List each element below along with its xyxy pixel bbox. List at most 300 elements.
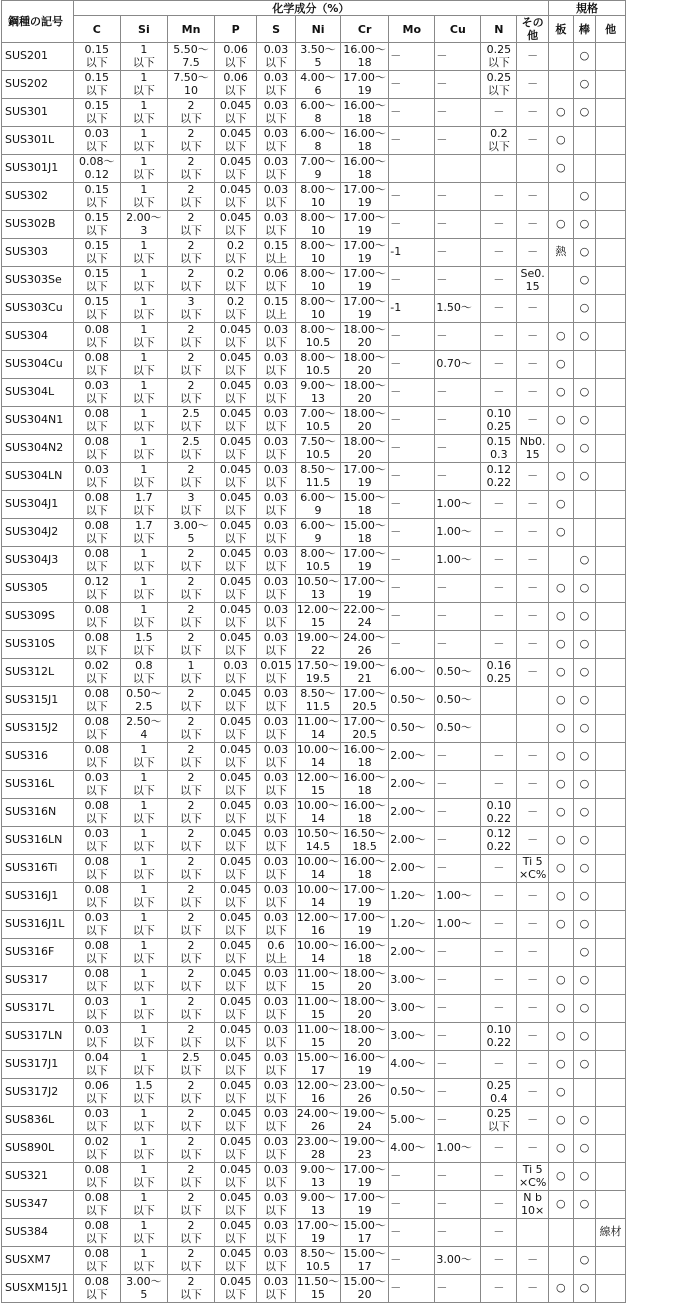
- composition-cell: 3.00～ 5: [167, 519, 214, 547]
- composition-cell: －: [517, 1135, 549, 1163]
- composition-cell: －: [435, 463, 481, 491]
- composition-cell: 0.08 以下: [73, 743, 120, 771]
- composition-cell: 8.00～ 10.5: [296, 323, 341, 351]
- composition-cell: 1 以下: [120, 1191, 167, 1219]
- composition-cell: 0.03 以下: [73, 771, 120, 799]
- composition-cell: 16.00～ 18: [341, 799, 389, 827]
- standard-cell: [596, 491, 626, 519]
- table-row: [2, 267, 626, 295]
- composition-cell: 17.50～ 19.5: [296, 659, 340, 685]
- grade-name-cell: SUS347: [2, 1191, 74, 1219]
- standard-cell: ○: [573, 407, 596, 435]
- composition-header: 化学成分（%）: [73, 1, 548, 16]
- composition-cell: 18.00～ 20: [341, 967, 389, 995]
- composition-cell: 0.03 以下: [257, 575, 296, 603]
- composition-cell: 7.00～ 10.5: [296, 407, 341, 435]
- composition-cell: －: [389, 379, 435, 407]
- standard-cell: ○: [573, 547, 596, 575]
- composition-cell: 0.03 以下: [257, 827, 296, 855]
- standard-cell: [596, 1275, 626, 1303]
- composition-cell: －: [435, 631, 481, 659]
- grade-name-cell: SUS310S: [2, 631, 74, 659]
- composition-cell: [517, 687, 549, 715]
- composition-cell: 1 以下: [120, 239, 167, 267]
- standard-cell: [596, 827, 626, 855]
- composition-cell: 4.00～: [389, 1051, 435, 1079]
- composition-cell: 0.15 以下: [73, 99, 120, 127]
- standard-cell: ○: [549, 379, 574, 407]
- standard-cell: ○: [549, 659, 574, 687]
- composition-cell: 15.00～ 17: [341, 1247, 389, 1275]
- composition-cell: 2 以下: [167, 855, 214, 883]
- standard-cell: [596, 1051, 626, 1079]
- composition-cell: －: [435, 995, 481, 1023]
- composition-cell: 0.08 以下: [73, 323, 120, 351]
- composition-cell: －: [435, 1107, 481, 1135]
- composition-cell: 1.7 以下: [120, 491, 167, 519]
- composition-cell: －: [517, 351, 549, 379]
- composition-cell: 0.08 以下: [73, 1191, 120, 1219]
- composition-cell: －: [481, 1191, 517, 1219]
- standard-cell: ○: [573, 323, 596, 351]
- composition-cell: 0.03 以下: [257, 1079, 296, 1107]
- standard-cell: [596, 715, 626, 743]
- composition-cell: －: [481, 883, 517, 911]
- composition-cell: 17.00～ 20.5: [341, 715, 389, 743]
- standard-cell: ○: [573, 239, 596, 267]
- composition-cell: 0.03 以下: [73, 911, 120, 939]
- composition-cell: 0.50～: [435, 715, 481, 743]
- element-header-ni: Ni: [296, 16, 341, 43]
- composition-cell: [517, 155, 549, 183]
- standard-header-plate: 板: [549, 16, 574, 43]
- composition-cell: 0.045 以下: [215, 547, 257, 575]
- grade-name-cell: SUS316J1L: [2, 911, 74, 939]
- standard-cell: 線材: [596, 1219, 626, 1247]
- composition-cell: －: [389, 547, 435, 575]
- composition-cell: 1.20～: [389, 883, 435, 911]
- composition-cell: 0.08 以下: [73, 1163, 120, 1191]
- composition-cell: 18.00～ 20: [341, 323, 389, 351]
- composition-cell: 11.00～ 15: [296, 1023, 340, 1049]
- standard-cell: ○: [573, 43, 596, 71]
- composition-cell: －: [435, 743, 481, 771]
- composition-cell: 2.50～ 4: [120, 715, 167, 743]
- composition-cell: 0.03 以下: [257, 995, 296, 1023]
- composition-cell: 0.10 0.25: [481, 407, 517, 435]
- composition-cell: －: [435, 1191, 481, 1219]
- composition-cell: 0.03 以下: [257, 491, 296, 519]
- composition-cell: －: [517, 995, 549, 1023]
- composition-cell: －: [517, 183, 549, 211]
- composition-cell: －: [389, 603, 435, 631]
- composition-cell: 0.15 0.3: [481, 435, 517, 463]
- composition-cell: －: [435, 127, 481, 155]
- grade-name-cell: SUS317: [2, 967, 74, 995]
- composition-cell: －: [435, 267, 481, 295]
- composition-cell: 1.50～: [435, 295, 481, 323]
- composition-cell: －: [481, 1163, 517, 1191]
- composition-cell: 17.00～ 19: [341, 183, 389, 211]
- composition-cell: 9.00～ 13: [296, 1191, 341, 1219]
- grade-name-cell: SUS317LN: [2, 1023, 74, 1051]
- composition-cell: 0.03 以下: [257, 1247, 296, 1275]
- composition-cell: 0.12 0.22: [481, 463, 517, 491]
- table-row: [2, 1191, 626, 1219]
- standard-cell: [596, 1247, 626, 1275]
- composition-cell: Nb0. 15: [517, 435, 549, 463]
- composition-cell: －: [481, 295, 517, 323]
- composition-cell: 1 以下: [120, 1135, 167, 1163]
- composition-cell: 19.00～ 24: [341, 1107, 389, 1135]
- composition-cell: 2 以下: [167, 1275, 214, 1303]
- composition-cell: 3 以下: [167, 491, 214, 519]
- composition-cell: 0.2 以下: [215, 267, 257, 295]
- table-row: [2, 351, 626, 379]
- standard-cell: ○: [549, 99, 574, 127]
- composition-cell: 0.12 以下: [73, 575, 120, 603]
- composition-cell: 0.15 以下: [73, 43, 120, 71]
- composition-cell: －: [435, 1051, 481, 1079]
- composition-cell: 1 以下: [120, 1163, 167, 1191]
- standard-cell: ○: [549, 1023, 574, 1051]
- composition-cell: 2 以下: [167, 743, 214, 771]
- composition-cell: 2 以下: [167, 967, 214, 995]
- standard-cell: ○: [549, 1107, 574, 1135]
- composition-cell: 0.045 以下: [215, 1079, 257, 1107]
- composition-cell: 0.045 以下: [215, 799, 257, 827]
- grade-name-cell: SUS317J2: [2, 1079, 74, 1107]
- composition-cell: 0.25 以下: [481, 1107, 517, 1135]
- composition-cell: 0.045 以下: [215, 1191, 257, 1219]
- composition-cell: 17.00～ 19: [341, 267, 389, 295]
- grade-name-cell: SUS302B: [2, 211, 74, 239]
- standard-cell: ○: [549, 155, 574, 183]
- composition-cell: 2 以下: [167, 883, 214, 911]
- composition-cell: －: [435, 71, 481, 99]
- composition-cell: 0.045 以下: [215, 911, 257, 939]
- standard-cell: [596, 995, 626, 1023]
- composition-cell: 0.08 以下: [73, 631, 120, 659]
- table-row: [2, 1107, 626, 1135]
- composition-cell: －: [389, 43, 435, 71]
- standard-cell: [596, 631, 626, 659]
- composition-cell: 0.03 以下: [257, 603, 296, 631]
- composition-cell: 16.00～ 18: [341, 127, 389, 155]
- standard-cell: [596, 183, 626, 211]
- standard-cell: ○: [573, 855, 596, 883]
- standard-header-bar: 棒: [573, 16, 596, 43]
- composition-cell: 0.08 以下: [73, 687, 120, 715]
- composition-cell: 0.08 以下: [73, 603, 120, 631]
- composition-cell: 1.5 以下: [120, 1079, 167, 1107]
- composition-cell: 1 以下: [120, 1051, 167, 1079]
- composition-cell: 4.00～ 6: [296, 71, 341, 99]
- composition-cell: 0.08 以下: [73, 883, 120, 911]
- composition-cell: 0.045 以下: [215, 1163, 257, 1191]
- table-row: [2, 1079, 626, 1107]
- composition-cell: 2 以下: [167, 323, 214, 351]
- composition-cell: 0.08 以下: [73, 1219, 120, 1247]
- composition-cell: －: [517, 883, 549, 911]
- composition-cell: －: [435, 1023, 481, 1051]
- composition-cell: －: [435, 323, 481, 351]
- composition-cell: 1 以下: [120, 1023, 167, 1051]
- composition-cell: 8.50～ 11.5: [296, 687, 341, 715]
- grade-name-cell: SUS304J1: [2, 491, 74, 519]
- composition-cell: 0.045 以下: [215, 407, 257, 435]
- standard-cell: [573, 1219, 596, 1247]
- composition-cell: -1: [389, 239, 435, 267]
- composition-cell: 2 以下: [167, 379, 214, 407]
- grade-name-cell: SUS304LN: [2, 463, 74, 491]
- composition-cell: 0.045 以下: [215, 883, 257, 911]
- grade-name-cell: SUS303Cu: [2, 295, 74, 323]
- composition-cell: 22.00～ 24: [341, 603, 389, 631]
- composition-cell: －: [481, 603, 517, 631]
- composition-cell: 3 以下: [167, 295, 214, 323]
- composition-cell: 0.03 以下: [215, 659, 257, 687]
- table-row: [2, 799, 626, 827]
- standard-cell: [596, 71, 626, 99]
- grade-name-cell: SUS201: [2, 43, 74, 71]
- composition-cell: 24.00～ 26: [341, 631, 389, 659]
- composition-cell: 0.25 以下: [481, 43, 517, 71]
- composition-cell: 0.03 以下: [257, 911, 296, 939]
- standard-cell: ○: [549, 827, 574, 855]
- composition-cell: －: [481, 99, 517, 127]
- standard-cell: [596, 127, 626, 155]
- standard-cell: ○: [549, 687, 574, 715]
- standard-cell: ○: [549, 911, 574, 939]
- table-row: [2, 883, 626, 911]
- standard-cell: ○: [573, 743, 596, 771]
- standard-cell: [596, 43, 626, 71]
- composition-cell: －: [435, 211, 481, 239]
- composition-cell: 10.50～ 14.5: [296, 827, 340, 853]
- standard-cell: ○: [549, 519, 574, 547]
- composition-cell: －: [517, 43, 549, 71]
- composition-cell: 2 以下: [167, 351, 214, 379]
- composition-cell: 1 以下: [167, 659, 214, 687]
- composition-cell: －: [517, 967, 549, 995]
- element-header-mo: Mo: [389, 16, 435, 43]
- composition-cell: －: [481, 855, 517, 883]
- composition-cell: 0.03 以下: [257, 967, 296, 995]
- composition-cell: 6.00～ 8: [296, 99, 341, 127]
- composition-cell: －: [517, 127, 549, 155]
- composition-cell: 0.045 以下: [215, 687, 257, 715]
- grade-name-cell: SUSXM15J1: [2, 1275, 74, 1303]
- grade-name-cell: SUS312L: [2, 659, 74, 687]
- standard-cell: ○: [573, 295, 596, 323]
- standard-cell: [596, 771, 626, 799]
- composition-cell: 6.00～ 8: [296, 127, 341, 155]
- grade-name-cell: SUS317L: [2, 995, 74, 1023]
- composition-cell: 1 以下: [120, 547, 167, 575]
- standard-cell: [573, 127, 596, 155]
- composition-cell: 1 以下: [120, 267, 167, 295]
- composition-cell: 0.045 以下: [215, 435, 257, 463]
- composition-cell: 5.00～: [389, 1107, 435, 1135]
- composition-cell: 0.06 以下: [215, 71, 257, 99]
- composition-cell: 0.045 以下: [215, 827, 257, 855]
- composition-cell: －: [389, 183, 435, 211]
- composition-cell: 7.00～ 9: [296, 155, 341, 183]
- standard-cell: [549, 1219, 574, 1247]
- standard-cell: ○: [549, 771, 574, 799]
- standard-cell: ○: [573, 1107, 596, 1135]
- composition-cell: 0.08 以下: [73, 519, 120, 547]
- composition-cell: [517, 715, 549, 743]
- standard-cell: ○: [573, 435, 596, 463]
- composition-cell: 0.10 0.22: [481, 1023, 517, 1051]
- composition-cell: －: [481, 491, 517, 519]
- standard-cell: ○: [549, 603, 574, 631]
- composition-cell: －: [481, 323, 517, 351]
- composition-cell: 2.5 以下: [167, 407, 214, 435]
- standard-cell: ○: [573, 967, 596, 995]
- standard-cell: [596, 519, 626, 547]
- composition-cell: 17.00～ 19: [341, 883, 389, 911]
- table-row: [2, 463, 626, 491]
- composition-cell: 1 以下: [120, 603, 167, 631]
- composition-cell: 12.00～ 15: [296, 603, 340, 629]
- composition-cell: －: [481, 519, 517, 547]
- composition-cell: －: [481, 939, 517, 967]
- grade-name-cell: SUS305: [2, 575, 74, 603]
- composition-cell: －: [481, 1135, 517, 1163]
- composition-cell: 0.03 以下: [257, 71, 296, 99]
- composition-cell: 2 以下: [167, 1163, 214, 1191]
- composition-cell: 6.00～ 9: [296, 491, 341, 519]
- standard-cell: [596, 1163, 626, 1191]
- composition-cell: 10.00～ 14: [296, 855, 340, 881]
- grade-name-cell: SUS303: [2, 239, 74, 267]
- standard-cell: ○: [573, 463, 596, 491]
- standard-cell: ○: [573, 1275, 596, 1303]
- composition-cell: 1 以下: [120, 995, 167, 1023]
- composition-cell: 0.15 以上: [257, 239, 296, 267]
- composition-cell: 1 以下: [120, 71, 167, 99]
- composition-cell: 2.00～ 3: [120, 211, 167, 239]
- composition-cell: 8.00～ 10.5: [296, 351, 341, 379]
- composition-cell: 18.00～ 20: [341, 1023, 389, 1051]
- composition-cell: －: [389, 1163, 435, 1191]
- standard-cell: ○: [573, 939, 596, 967]
- composition-cell: 17.00～ 20.5: [341, 687, 389, 715]
- composition-cell: －: [435, 939, 481, 967]
- table-row: [2, 1247, 626, 1275]
- standard-cell: ○: [573, 659, 596, 687]
- composition-cell: －: [435, 43, 481, 71]
- composition-cell: 0.25 以下: [481, 71, 517, 99]
- composition-cell: 0.045 以下: [215, 491, 257, 519]
- table-row: [2, 239, 626, 267]
- standard-cell: ○: [573, 379, 596, 407]
- standard-cell: [596, 1135, 626, 1163]
- standard-cell: ○: [573, 71, 596, 99]
- composition-cell: 1 以下: [120, 939, 167, 967]
- composition-cell: 0.045 以下: [215, 183, 257, 211]
- composition-cell: 0.03 以下: [73, 995, 120, 1023]
- composition-cell: －: [517, 631, 549, 659]
- standard-cell: ○: [573, 183, 596, 211]
- standard-cell: ○: [549, 491, 574, 519]
- table-row: [2, 575, 626, 603]
- composition-cell: 0.045 以下: [215, 771, 257, 799]
- standard-cell: ○: [573, 1135, 596, 1163]
- composition-cell: －: [481, 995, 517, 1023]
- standard-cell: ○: [549, 575, 574, 603]
- composition-cell: 23.00～ 26: [341, 1079, 389, 1107]
- composition-cell: 0.03 以下: [73, 127, 120, 155]
- standard-cell: [549, 43, 574, 71]
- table-row: [2, 855, 626, 883]
- composition-cell: 0.03 以下: [257, 183, 296, 211]
- standard-cell: ○: [573, 99, 596, 127]
- composition-cell: 0.045 以下: [215, 323, 257, 351]
- composition-cell: [481, 155, 517, 183]
- composition-cell: 0.045 以下: [215, 1219, 257, 1247]
- standard-cell: ○: [573, 267, 596, 295]
- element-header-c: C: [73, 16, 120, 43]
- composition-cell: －: [435, 1079, 481, 1107]
- composition-cell: 15.00～ 17: [341, 1219, 389, 1247]
- grade-name-cell: SUS316F: [2, 939, 74, 967]
- composition-cell: 10.50～ 13: [296, 575, 340, 601]
- composition-cell: 4.00～: [389, 1135, 435, 1163]
- composition-cell: 2 以下: [167, 155, 214, 183]
- table-row: [2, 995, 626, 1023]
- composition-cell: 0.045 以下: [215, 99, 257, 127]
- composition-cell: 0.03 以下: [257, 687, 296, 715]
- composition-cell: 12.00～ 15: [296, 771, 340, 797]
- grade-name-cell: SUS321: [2, 1163, 74, 1191]
- composition-cell: －: [389, 1219, 435, 1247]
- standard-cell: [549, 547, 574, 575]
- composition-cell: 0.03 以下: [257, 1191, 296, 1219]
- composition-cell: 0.015 以下: [257, 659, 296, 687]
- composition-cell: 2 以下: [167, 239, 214, 267]
- composition-cell: 0.045 以下: [215, 967, 257, 995]
- composition-cell: 7.50～ 10: [167, 71, 214, 99]
- composition-cell: －: [517, 407, 549, 435]
- standard-cell: ○: [549, 1135, 574, 1163]
- composition-cell: 8.00～ 10: [296, 295, 341, 323]
- composition-cell: 0.02 以下: [73, 659, 120, 687]
- composition-cell: －: [481, 547, 517, 575]
- composition-cell: －: [517, 1079, 549, 1107]
- composition-cell: －: [389, 351, 435, 379]
- composition-cell: 0.03 以下: [257, 1023, 296, 1051]
- table-row: [2, 519, 626, 547]
- composition-cell: 0.03 以下: [257, 1275, 296, 1303]
- standard-cell: ○: [549, 1191, 574, 1219]
- table-header: [2, 1, 626, 43]
- composition-cell: 0.50～: [389, 1079, 435, 1107]
- composition-cell: －: [517, 1023, 549, 1051]
- standard-cell: [573, 351, 596, 379]
- table-row: [2, 43, 626, 71]
- composition-cell: －: [517, 771, 549, 799]
- composition-cell: Se0. 15: [517, 267, 549, 295]
- composition-cell: 2 以下: [167, 939, 214, 967]
- composition-cell: －: [435, 1275, 481, 1303]
- composition-cell: 0.15 以下: [73, 211, 120, 239]
- composition-cell: －: [389, 435, 435, 463]
- standard-cell: ○: [573, 1163, 596, 1191]
